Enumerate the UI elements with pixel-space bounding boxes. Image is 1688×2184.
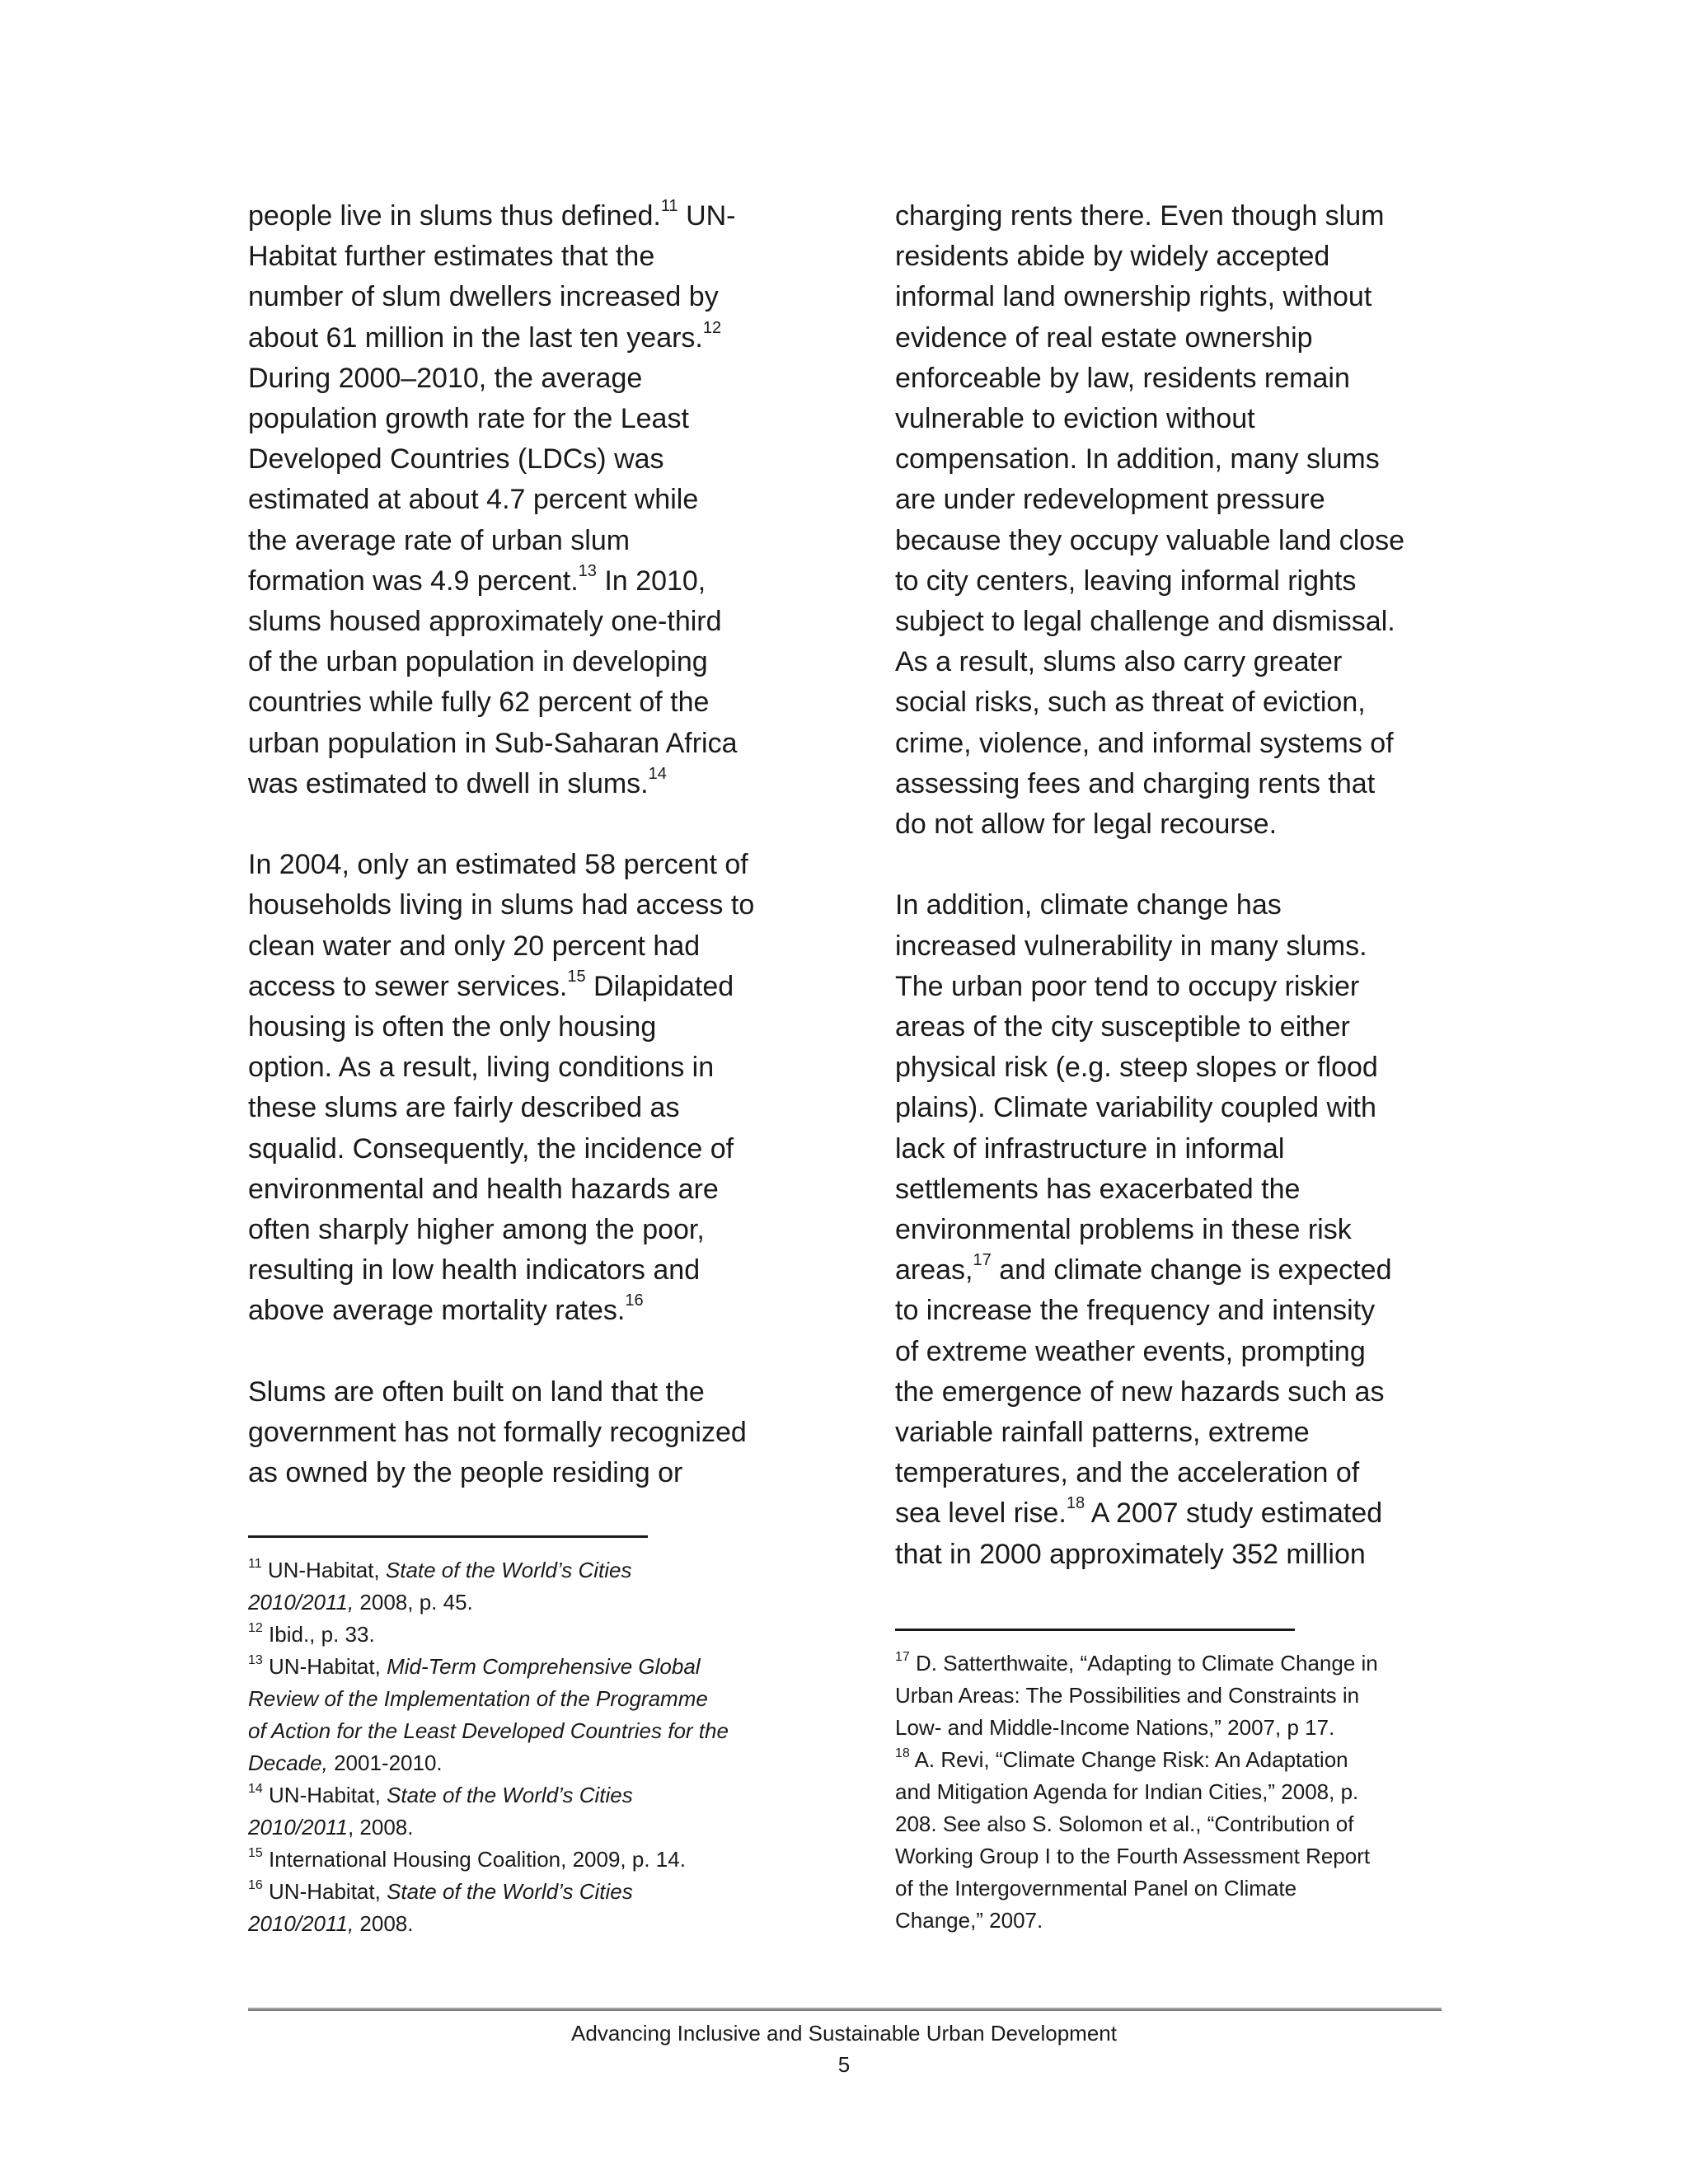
footnote-16: $^{16}$ UN-Habitat, State of the World’s Cities 2010/2011, 2008.	[248, 1878, 633, 1936]
footnote-ref-16[interactable]: 16	[625, 1291, 644, 1310]
footer-divider	[248, 2008, 1442, 2011]
footnote-ref-17[interactable]: 17	[973, 1251, 992, 1270]
left-column	[248, 196, 804, 1493]
footnote-13: $^{13}$ UN-Habitat, Mid-Term Comprehensive Global Review of the Implementation of the Programme of Action for the Least Developed Countries for the Decade, 2001-2010.	[248, 1653, 729, 1775]
footnote-ref-18[interactable]: 18	[1066, 1494, 1085, 1513]
footnotes-right	[895, 1647, 1472, 1937]
footer-title: Advancing Inclusive and Sustainable Urban Development	[571, 2021, 1117, 2046]
footnote-ref-12[interactable]: 12	[702, 318, 722, 337]
paragraph-land-ownership: Slums are often built on land that the government has not formally recognized as owned by the people residing or	[248, 1376, 747, 1489]
right-column	[895, 196, 1464, 1575]
footnote-11: $^{11}$ UN-Habitat, State of the World’s Cities 2010/2011, 2008, p. 45.	[248, 1557, 632, 1615]
paragraph-climate-change: In addition, climate change has increased vulnerability in many slums. The urban poor tend to occupy riskier areas of the city susceptible to either physical risk (e.g. steep slopes or flood plains). Climate variability coupled with lack of infrastructure in informal settlements has exacerbated the environmental problems in these risk areas,$^{17}$ and climate change is expected to increase the frequency and intensity of extreme weather events, prompting the emergence of new hazards such as variable rainfall patterns, extreme temperatures, and the acceleration of sea level rise.$^{18}$ A 2007 study estimated that in 2000 approximately 352 million	[895, 889, 1392, 1570]
footnote-18: $^{18}$ A. Revi, “Climate Change Risk: An Adaptation and Mitigation Agenda for Indian Cities,” 2008, p. 208. See also S. Solomon et al., “Contribution of Working Group I to the Fourth Assessment Report of the Intergovernmental Panel on Climate Change,” 2007.	[895, 1746, 1371, 1933]
footnote-14: $^{14}$ UN-Habitat, State of the World’s Cities 2010/2011, 2008.	[248, 1782, 633, 1840]
footnote-separator-left	[248, 1535, 648, 1538]
paragraph-slum-population: people live in slums thus defined.$^{11}$ UN- Habitat further estimates that the number of slum dwellers increased by about 61 million in the last ten years.$^{12}$ During 2000–2010, the average population growth rate for the Least Developed Countries (LDCs) was estimated at about 4.7 percent while the average rate of urban slum formation was 4.9 percent.$^{13}$ In 2010, slums housed approximately one-third of the urban population in developing countries while fully 62 percent of the urban population in Sub-Saharan Africa was estimated to dwell in slums.$^{14}$	[248, 197, 738, 799]
page-number: 5	[837, 2052, 851, 2077]
footnote-15: $^{15}$ International Housing Coalition, 2009, p. 14.	[248, 1846, 686, 1872]
footnote-17: $^{17}$ D. Satterthwaite, “Adapting to Climate Change in Urban Areas: The Possibilities and Constraints in Low- and Middle-Income Nations,” 2007, p 17.	[895, 1650, 1378, 1740]
paragraph-living-conditions: In 2004, only an estimated 58 percent of households living in slums had access to clean water and only 20 percent had access to sewer services.$^{15}$ Dilapidated housing is often the only housing option. As a result, living conditions in these slums are fairly described as squalid. Consequently, the incidence of environmental and health hazards are often sharply higher among the poor, resulting in low health indicators and above average mortality rates.$^{16}$	[248, 849, 755, 1327]
footnote-separator-right	[895, 1629, 1295, 1631]
footnote-ref-13[interactable]: 13	[578, 561, 597, 580]
paragraph-eviction-risk: charging rents there. Even though slum residents abide by widely accepted informal land ownership rights, without evidence of real estate ownership enforceable by law, residents remain vulnerable to eviction without compensation. In addition, many slums are under redevelopment pressure because they occupy valuable land close to city centers, leaving informal rights subject to legal challenge and dismissal. As a result, slums also carry greater social risks, such as threat of eviction, crime, violence, and informal systems of assessing fees and charging rents that do not allow for legal recourse.	[895, 200, 1405, 841]
footnote-ref-11[interactable]: 11	[660, 197, 678, 215]
footnote-12: $^{12}$ Ibid., p. 33.	[248, 1621, 375, 1647]
footnote-ref-14[interactable]: 14	[648, 764, 667, 783]
footnote-ref-15[interactable]: 15	[567, 967, 586, 986]
footnotes-left	[248, 1554, 809, 1940]
